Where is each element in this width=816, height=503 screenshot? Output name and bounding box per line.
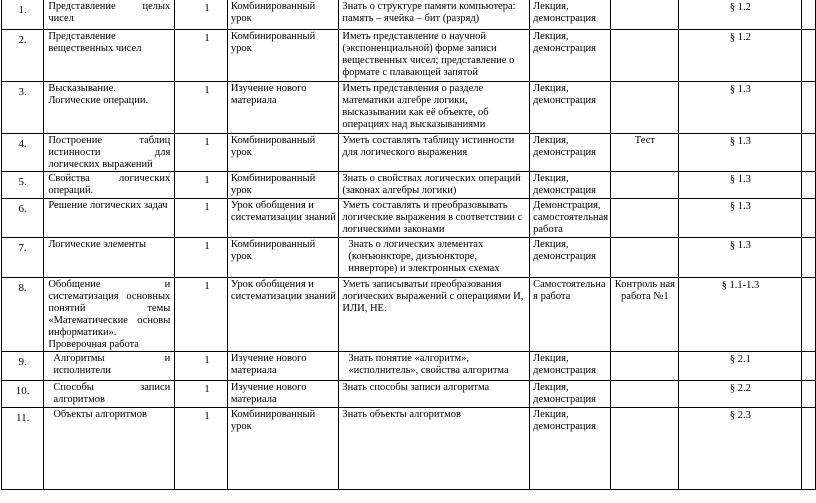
row-number: 6.: [2, 199, 44, 238]
table-row: [2, 278, 816, 352]
lesson-form: Лекция, демонстрация: [530, 238, 611, 278]
lesson-topic: Представление вещественных чисел: [44, 30, 175, 82]
lesson-control: [611, 381, 679, 408]
empty-cell: [802, 238, 816, 278]
lesson-form: Лекция, демонстрация: [530, 134, 611, 172]
lesson-topic: Решение логических задач: [44, 199, 175, 238]
lesson-hours: 1: [175, 381, 228, 408]
empty-cell: [802, 278, 816, 352]
lesson-hours: 1: [175, 199, 228, 238]
empty-cell: [802, 381, 816, 408]
lesson-control: [611, 82, 679, 134]
lesson-form: Самостоятельна я работа: [530, 278, 611, 352]
lesson-control: [611, 30, 679, 82]
lesson-goal: Уметь составлять таблицу истинности для логического выражения: [339, 134, 530, 172]
lesson-goal: Уметь записыватьи преобразования логических выражений с операциями И, ИЛИ, НЕ.: [339, 278, 530, 352]
lesson-control: Контроль ная работа №1: [611, 278, 679, 352]
empty-cell: [802, 408, 816, 490]
lesson-control: [611, 172, 679, 199]
lesson-hours: 1: [175, 134, 228, 172]
row-number: 10.: [2, 381, 44, 408]
lesson-topic: Построение таблиц истинности для логических выражений: [44, 134, 175, 172]
lesson-type: Урок обобщения и систематизации знаний: [227, 199, 338, 238]
lesson-hours: 1: [175, 278, 228, 352]
row-number: 5.: [2, 172, 44, 199]
lesson-hours: 1: [175, 30, 228, 82]
lesson-control: [611, 199, 679, 238]
empty-cell: [802, 82, 816, 134]
textbook-section: § 2.2: [678, 381, 802, 408]
lesson-hours: 1: [175, 352, 228, 381]
empty-cell: [802, 352, 816, 381]
table-row: [2, 82, 816, 134]
row-number: 11.: [2, 408, 44, 490]
table-row: [2, 134, 816, 172]
row-number: 1.: [2, 0, 44, 30]
lesson-type: Комбинированный урок: [227, 0, 338, 30]
textbook-section: § 1.3: [678, 238, 802, 278]
lesson-form: Лекция, демонстрация: [530, 172, 611, 199]
lesson-topic: Способы записи алгоритмов: [44, 381, 175, 408]
row-number: 7.: [2, 238, 44, 278]
table-row: [2, 352, 816, 381]
lesson-hours: 1: [175, 172, 228, 199]
lesson-form: Лекция, демонстрация: [530, 82, 611, 134]
lesson-topic: Логические элементы: [44, 238, 175, 278]
lesson-goal: Знать объекты алгоритмов: [339, 408, 530, 490]
lesson-form: Лекция, демонстрация: [530, 408, 611, 490]
lesson-control: Тест: [611, 134, 679, 172]
empty-cell: [802, 134, 816, 172]
lesson-hours: 1: [175, 0, 228, 30]
textbook-section: § 1.3: [678, 82, 802, 134]
table-row: [2, 199, 816, 238]
table-row: [2, 238, 816, 278]
lesson-control: [611, 0, 679, 30]
lesson-type: Изучение нового материала: [227, 352, 338, 381]
row-number: 3.: [2, 82, 44, 134]
lesson-control: [611, 238, 679, 278]
textbook-section: § 1.2: [678, 0, 802, 30]
empty-cell: [802, 0, 816, 30]
lesson-goal: Иметь представление о научной (экспоненциальной) форме записи вещественных чисел; представление о формате с плавающей запятой: [339, 30, 530, 82]
empty-cell: [802, 30, 816, 82]
table-row: [2, 408, 816, 490]
lesson-type: Изучение нового материала: [227, 381, 338, 408]
lesson-type: Изучение нового материала: [227, 82, 338, 134]
lesson-topic: Обобщение и систематизация основных понятий темы «Математические основы информатики». Проверочная работа: [44, 278, 175, 352]
table-row: [2, 30, 816, 82]
lesson-hours: 1: [175, 408, 228, 490]
lesson-form: Лекция, демонстрация: [530, 30, 611, 82]
lesson-control: [611, 352, 679, 381]
lesson-topic: Высказывание. Логические операции.: [44, 82, 175, 134]
lesson-topic: Алгоритмы и исполнители: [44, 352, 175, 381]
lesson-plan-table: [1, 0, 816, 490]
lesson-type: Комбинированный урок: [227, 238, 338, 278]
lesson-type: Комбинированный урок: [227, 30, 338, 82]
lesson-goal: Знать о свойствах логических операций (законах алгебры логики): [339, 172, 530, 199]
table-row: [2, 0, 816, 30]
lesson-hours: 1: [175, 82, 228, 134]
textbook-section: § 1.2: [678, 30, 802, 82]
lesson-hours: 1: [175, 238, 228, 278]
empty-cell: [802, 172, 816, 199]
textbook-section: § 1.3: [678, 172, 802, 199]
textbook-section: § 2.3: [678, 408, 802, 490]
textbook-section: § 1.1-1.3: [678, 278, 802, 352]
lesson-topic: Представление целых чисел: [44, 0, 175, 30]
lesson-form: Лекция, демонстрация: [530, 352, 611, 381]
lesson-goal: Иметь представления о разделе математики алгебре логики, высказывании как её объекте, об операциях над высказываниями: [339, 82, 530, 134]
lesson-form: Демонстрация, самостоятельная работа: [530, 199, 611, 238]
textbook-section: § 1.3: [678, 199, 802, 238]
lesson-topic: Свойства логических операций.: [44, 172, 175, 199]
lesson-goal: Знать способы записи алгоритма: [339, 381, 530, 408]
lesson-goal: Знать о структуре памяти компьютера: память – ячейка – бит (разряд): [339, 0, 530, 30]
lesson-goal: Знать понятие «алгоритм», «исполнитель», свойства алгоритма: [339, 352, 530, 381]
lesson-goal: Уметь составлять и преобразовывать логические выражения в соответствии с логическими законами: [339, 199, 530, 238]
row-number: 4.: [2, 134, 44, 172]
table-row: [2, 381, 816, 408]
lesson-form: Лекция, демонстрация: [530, 381, 611, 408]
row-number: 9.: [2, 352, 44, 381]
lesson-control: [611, 408, 679, 490]
empty-cell: [802, 199, 816, 238]
row-number: 2.: [2, 30, 44, 82]
lesson-type: Комбинированный урок: [227, 134, 338, 172]
lesson-type: Комбинированный урок: [227, 408, 338, 490]
lesson-type: Комбинированный урок: [227, 172, 338, 199]
lesson-goal: Знать о логических элементах (конъюнкторе, дизъюнкторе, инверторе) и электронных схемах: [339, 238, 530, 278]
row-number: 8.: [2, 278, 44, 352]
lesson-form: Лекция, демонстрация: [530, 0, 611, 30]
lesson-type: Урок обобщения и систематизации знаний: [227, 278, 338, 352]
table-row: [2, 172, 816, 199]
lesson-topic: Объекты алгоритмов: [44, 408, 175, 490]
textbook-section: § 2.1: [678, 352, 802, 381]
textbook-section: § 1.3: [678, 134, 802, 172]
